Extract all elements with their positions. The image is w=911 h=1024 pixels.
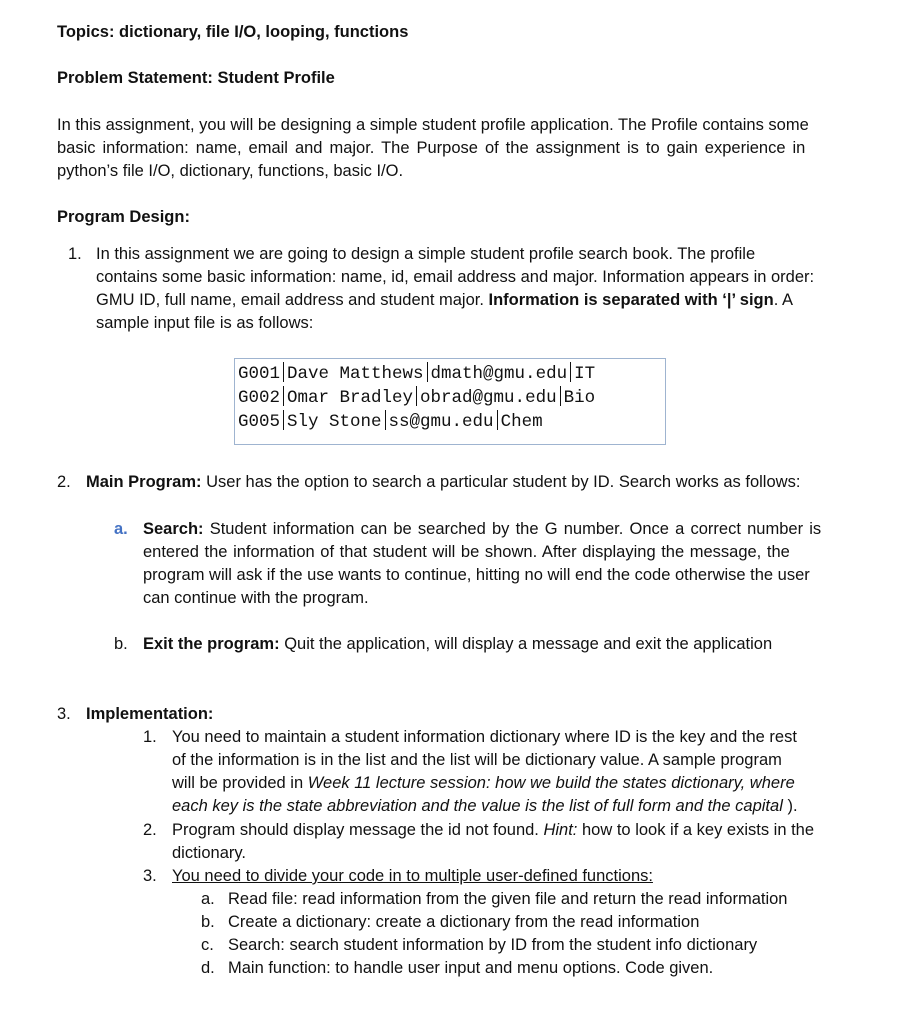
- item-3-1-line-3: [172, 772, 795, 795]
- item-1-line-3: [96, 289, 793, 312]
- item-2b-line: [143, 633, 772, 656]
- sample-id: G005: [238, 412, 281, 432]
- sample-major: IT: [574, 364, 596, 384]
- item-3-1-line-1: You need to maintain a student information dictionary where ID is the key and the rest: [172, 728, 797, 746]
- sample-name: Omar Bradley: [287, 388, 414, 408]
- sample-email: dmath@gmu.edu: [430, 364, 568, 384]
- item-3-2-hint: Hint:: [543, 821, 578, 839]
- item-3-3-line-1: You need to divide your code in to multiple user-defined functions:: [172, 867, 653, 885]
- item-1-line-3-bold: Information is separated with ‘|’ sign: [488, 291, 774, 309]
- item-2a-title: Search:: [143, 520, 204, 538]
- topics-heading: Topics: dictionary, file I/O, looping, functions: [57, 23, 409, 41]
- program-design-heading: Program Design:: [57, 208, 190, 226]
- item-2-number: 2.: [57, 473, 71, 491]
- item-3-2-line-1: [172, 819, 814, 842]
- item-2-line: [86, 471, 800, 494]
- item-2a-text: Student information can be searched by the G number. Once a correct number is: [203, 520, 822, 538]
- sample-row: [235, 386, 665, 410]
- item-3-1-line-4: [172, 795, 798, 818]
- item-3-title: Implementation:: [86, 705, 214, 723]
- item-2-text: User has the option to search a particular student by ID. Search works as follows:: [201, 473, 801, 491]
- sample-major: Chem: [500, 412, 543, 432]
- sample-name: Sly Stone: [287, 412, 382, 432]
- item-1-line-3-end: . A: [773, 291, 793, 309]
- item-2b-letter: b.: [114, 635, 128, 653]
- item-1-line-2: contains some basic information: name, id, email address and major. Information appears in order:: [96, 268, 815, 286]
- sample-row: [235, 362, 665, 386]
- sample-id: G002: [238, 388, 281, 408]
- intro-line-3: python’s file I/O, dictionary, functions, basic I/O.: [57, 162, 404, 180]
- item-1-line-3-plain: GMU ID, full name, email address and student major.: [96, 291, 489, 309]
- item-2-title: Main Program:: [86, 473, 202, 491]
- item-3-1-number: 1.: [143, 728, 157, 746]
- problem-statement-heading: Problem Statement: Student Profile: [57, 69, 335, 87]
- item-1-line-4: sample input file is as follows:: [96, 314, 314, 332]
- sample-input-box: [234, 358, 666, 445]
- intro-line-2: basic information: name, email and major. The Purpose of the assignment is to gain experience in: [57, 139, 806, 157]
- function-item-main: Main function: to handle user input and menu options. Code given.: [228, 959, 714, 977]
- intro-line-1: In this assignment, you will be designing a simple student profile application. The Profile contains some: [57, 116, 809, 134]
- function-item-read-file: Read file: read information from the given file and return the read information: [228, 890, 788, 908]
- item-1-number: 1.: [68, 245, 82, 263]
- function-item-create-dictionary: Create a dictionary: create a dictionary from the read information: [228, 913, 700, 931]
- sample-row: [235, 410, 665, 434]
- item-2a-letter: a.: [114, 520, 128, 538]
- item-2a-line-1: [143, 518, 821, 541]
- sample-email: ss@gmu.edu: [388, 412, 494, 432]
- item-3-number: 3.: [57, 705, 71, 723]
- sample-email: obrad@gmu.edu: [420, 388, 557, 408]
- item-2a-line-3: program will ask if the use wants to continue, hitting no will end the code otherwise the user: [143, 566, 810, 584]
- function-letter: d.: [201, 959, 215, 977]
- function-letter: c.: [201, 936, 214, 954]
- sample-id: G001: [238, 364, 281, 384]
- item-2b-text: Quit the application, will display a message and exit the application: [279, 635, 773, 653]
- item-3-2-line-1-end: how to look if a key exists in the: [577, 821, 815, 839]
- sample-major: Bio: [563, 388, 596, 408]
- item-3-3-number: 3.: [143, 867, 157, 885]
- item-2b-title: Exit the program:: [143, 635, 280, 653]
- item-3-1-line-4-italic: each key is the state abbreviation and the value is the list of full form and the capital: [172, 797, 783, 815]
- item-1-line-1: In this assignment we are going to design a simple student profile search book. The profile: [96, 245, 756, 263]
- item-3-1-line-3-plain: will be provided in: [172, 774, 308, 792]
- item-2a-line-4: can continue with the program.: [143, 589, 369, 607]
- function-letter: b.: [201, 913, 215, 931]
- item-3-1-line-3-italic: Week 11 lecture session: how we build the states dictionary, where: [307, 774, 795, 792]
- item-3-2-line-2: dictionary.: [172, 844, 246, 862]
- item-3-2-line-1-plain: Program should display message the id not found.: [172, 821, 544, 839]
- item-2a-line-2: entered the information of that student will be shown. After displaying the message, the: [143, 543, 790, 561]
- function-item-search: Search: search student information by ID from the student info dictionary: [228, 936, 758, 954]
- item-3-1-line-4-end: ).: [782, 797, 798, 815]
- item-3-2-number: 2.: [143, 821, 157, 839]
- sample-name: Dave Matthews: [287, 364, 424, 384]
- item-3-1-line-2: of the information is in the list and the list will be dictionary value. A sample program: [172, 751, 782, 769]
- function-letter: a.: [201, 890, 215, 908]
